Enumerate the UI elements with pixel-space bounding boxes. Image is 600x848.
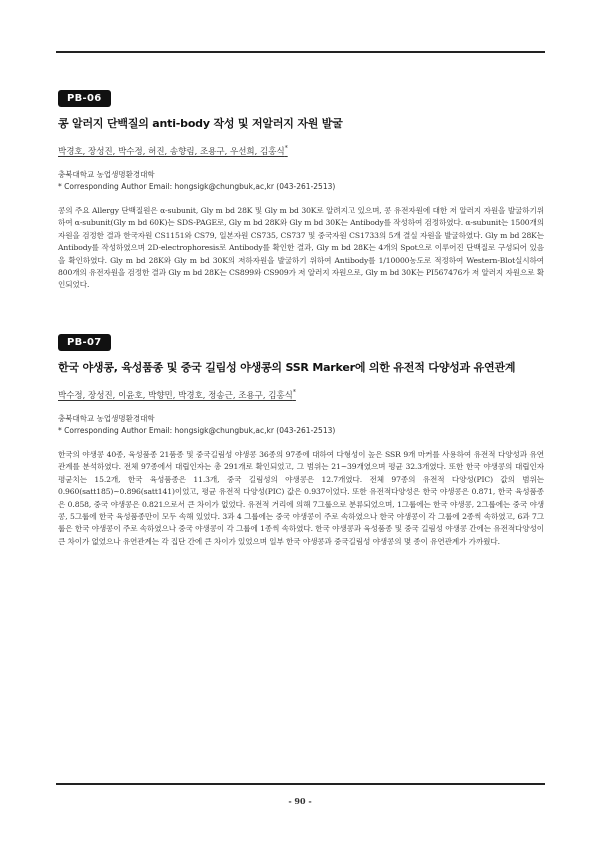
bottom-rule [56, 783, 545, 785]
abstract-authors [58, 389, 544, 401]
affiliation: 충북대학교 농업생명환경대학 [58, 170, 155, 179]
abstract-code-badge: PB-07 [58, 334, 111, 351]
abstract-authors [58, 145, 544, 157]
top-rule [56, 51, 545, 53]
abstract-title: 콩 알러지 단백질의 anti-body 작성 및 저알러지 자원 발굴 [58, 117, 343, 130]
corresponding-author: * Corresponding Author Email: hongsigk@chungbuk,ac,kr (043-261-2513) [58, 426, 336, 435]
abstract-body: 한국의 야생콩 40종, 육성품종 21품종 및 중국길림성 야생콩 36종의 97종에 대하여 다형성이 높은 SSR 9개 마커를 사용하여 유전적 다양성과 유연관계를 분석하였다. 전체 97종에서 대립인자는 총 291개로 확인되었고, 그 범위는 21~39개였으며 평균 32.3개였다. 또한 한국 야생콩의 대립인자 평균치는 15.2개, 한국 육성품종은 11.3개, 중국 길림성의 야생콩은 12.7개였다. 전체 97종의 유전적 다양성(PIC) 값의 범위는0.960(satt185)~0.896(satt141)이었고, 평균 유전적 다양성(PIC) 값은 0.937이었다. 또한 유전적다양성은 한국 야생콩은 0.871, 한국 육성품종은 0.858, 중국 야생콩은 0.821으로서 큰 차이가 없었다. 유전적 거리에 의해 7그룹으로 분류되었으며, 1그룹에는 한국 야생콩, 2그룹에는 중국 야생콩, 5그룹에 한국 육성품종만이 모두 속해 있었다. 3과 4 그룹에는 중국 야생콩이 주로 속하였으나 한국 야생콩이 각 그룹에 2종씩 속하였고, 6과 7그룹은 한국 야생콩이 주로 속하였으나 중국 야생콩이 각 그룹에 1종씩 속하였다. 한국 야생콩과 육성품종 및 중국 길림성 야생콩 간에는 유전적다양성이 큰 차이가 없었으나 유연관계는 각 집단 간에 큰 차이가 있었으며 일부 한국 야생콩과 중국길림성 야생콩의 몇 종이 유연관계가 가까웠다. [58, 450, 544, 546]
abstract-pb07 [58, 330, 544, 548]
corresponding-mark: * [292, 389, 296, 397]
abstract-code-badge: PB-06 [58, 90, 111, 107]
corresponding-author: * Corresponding Author Email: hongsigk@chungbuk,ac,kr (043-261-2513) [58, 182, 336, 191]
affiliation: 충북대학교 농업생명환경대학 [58, 414, 155, 423]
authors-text: 박경호, 장성진, 박수정, 허진, 송향림, 조용구, 우선희, 김홍식 [58, 147, 285, 157]
authors-text: 박수정, 장성진, 이윤호, 박향민, 박경호, 정송근, 조용구, 김홍식 [58, 391, 293, 401]
abstract-body: 콩의 주요 Allergy 단백질원은 α-subunit, Gly m bd 28K 및 Gly m bd 30K로 알려지고 있으며, 콩 유전자원에 대한 저 알러지 자원을 발굴하기위하여 α-subunit(Gly m bd 60K)는 SDS-PAGE로, Gly m bd 28K와 Gly m bd 30K는 Antibody를 작성하여 검정하였다. α-subunit는 1500개의 자원을 검정한 결과 한국자원 CS1151와 CS79, 일본자원 CS735, CS737 및 중국자원 CS1733의 5개 결실 자원을 발굴하였다. Gly m bd 28K는 Antibody를 작성하였으며 2D-electrophoresis로 Antibody를 확인한 결과, Gly m bd 28K는 4개의 Spot으로 이루어진 단백질로 구성되어 있음을 확인하였다. Gly m bd 28K와 Gly m bd 30K의 저하자원을 발굴하기 위하여 Antibody를 1/10000농도로 적정하여 Western-Blot실시하여 800개의 유전자원을 검정한 결과 Gly m bd 28K는 CS899와 CS909가 저 알러지 자원으로, Gly m bd 30K는 PI567476가 저 알러지 자원으로 확인되었다. [58, 206, 544, 290]
abstract-title: 한국 야생콩, 육성품종 및 중국 길림성 야생콩의 SSR Marker에 의한 유전적 다양성과 유연관계 [58, 361, 516, 374]
page-number: - 90 - [288, 796, 312, 806]
corresponding-mark: * [284, 145, 288, 153]
abstract-pb06 [58, 86, 544, 292]
